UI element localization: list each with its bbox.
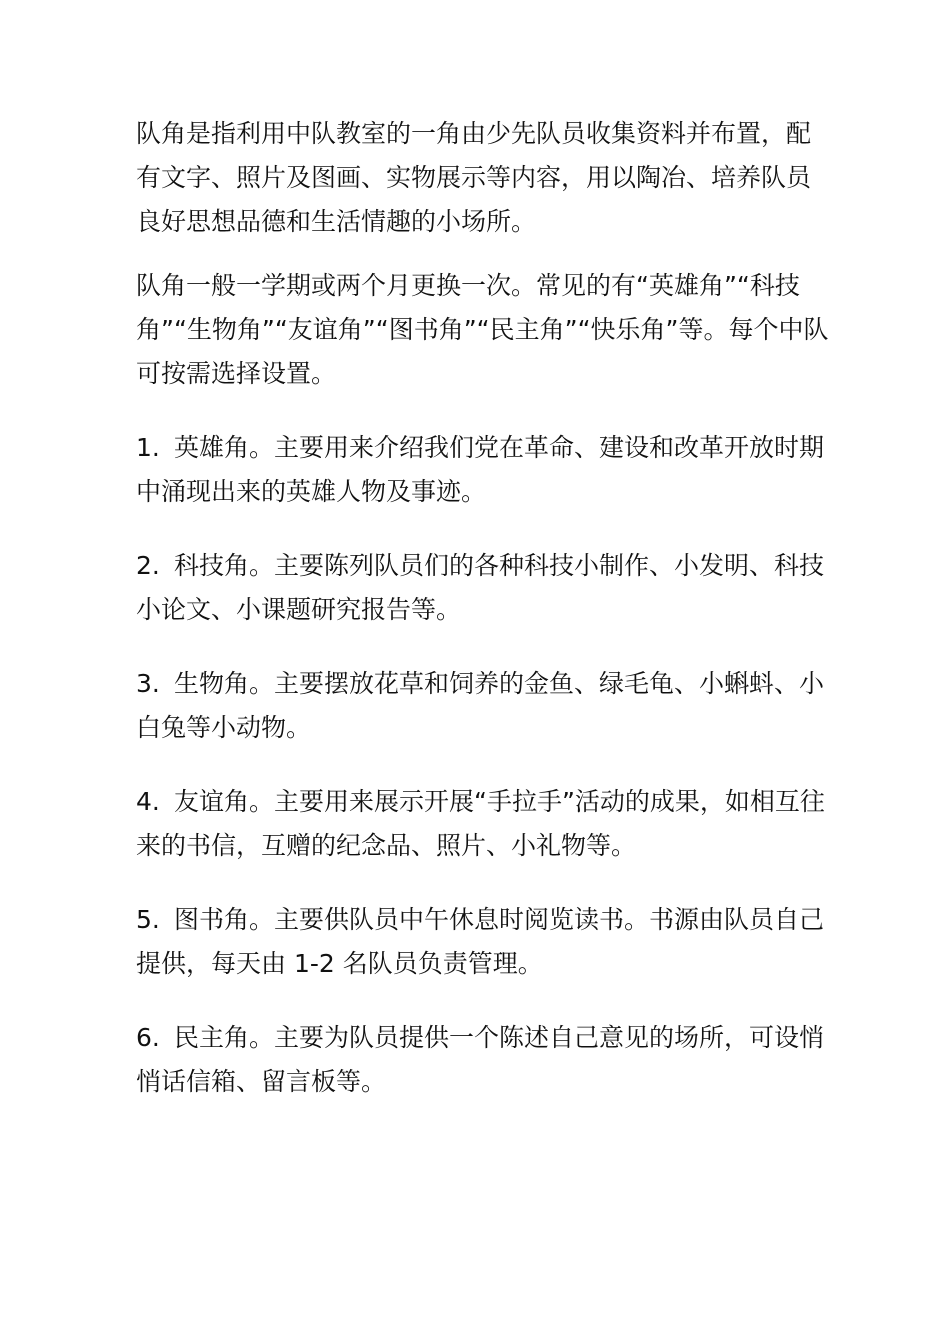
list-item	[136, 544, 830, 632]
list-item-number: 6.	[136, 1023, 160, 1052]
list-item-text: 民主角。主要为队员提供一个陈述自己意见的场所，可设悄悄话信箱、留言板等。	[136, 1023, 825, 1096]
list-item-number: 1.	[136, 433, 160, 462]
list-item-text: 图书角。主要供队员中午休息时阅览读书。书源由队员自己提供，每天由 1-2 名队员负责管理。	[136, 905, 825, 978]
list-item	[136, 426, 830, 514]
intro-paragraph-1: 队角是指利用中队教室的一角由少先队员收集资料并布置，配有文字、照片及图画、实物展示等内容，用以陶冶、培养队员良好思想品德和生活情趣的小场所。	[136, 119, 812, 236]
list-item-number: 4.	[136, 787, 160, 816]
list-item-text: 友谊角。主要用来展示开展“手拉手”活动的成果，如相互往来的书信，互赠的纪念品、照片、小礼物等。	[136, 787, 825, 860]
list-item-number: 5.	[136, 905, 160, 934]
list-item-number: 3.	[136, 669, 160, 698]
list-item-text: 科技角。主要陈列队员们的各种科技小制作、小发明、科技小论文、小课题研究报告等。	[136, 551, 825, 624]
list-item-text: 英雄角。主要用来介绍我们党在革命、建设和改革开放时期中涌现出来的英雄人物及事迹。	[136, 433, 825, 506]
list-item	[136, 780, 830, 868]
list-item	[136, 898, 830, 986]
list-item	[136, 1016, 830, 1104]
list-item-number: 2.	[136, 551, 160, 580]
intro-paragraph-2: 队角一般一学期或两个月更换一次。常见的有“英雄角”“科技角”“生物角”“友谊角”“图书角”“民主角”“快乐角”等。每个中队可按需选择设置。	[136, 271, 829, 388]
list-item	[136, 662, 830, 750]
list-item-text: 生物角。主要摆放花草和饲养的金鱼、绿毛龟、小蝌蚪、小白兔等小动物。	[136, 669, 825, 742]
